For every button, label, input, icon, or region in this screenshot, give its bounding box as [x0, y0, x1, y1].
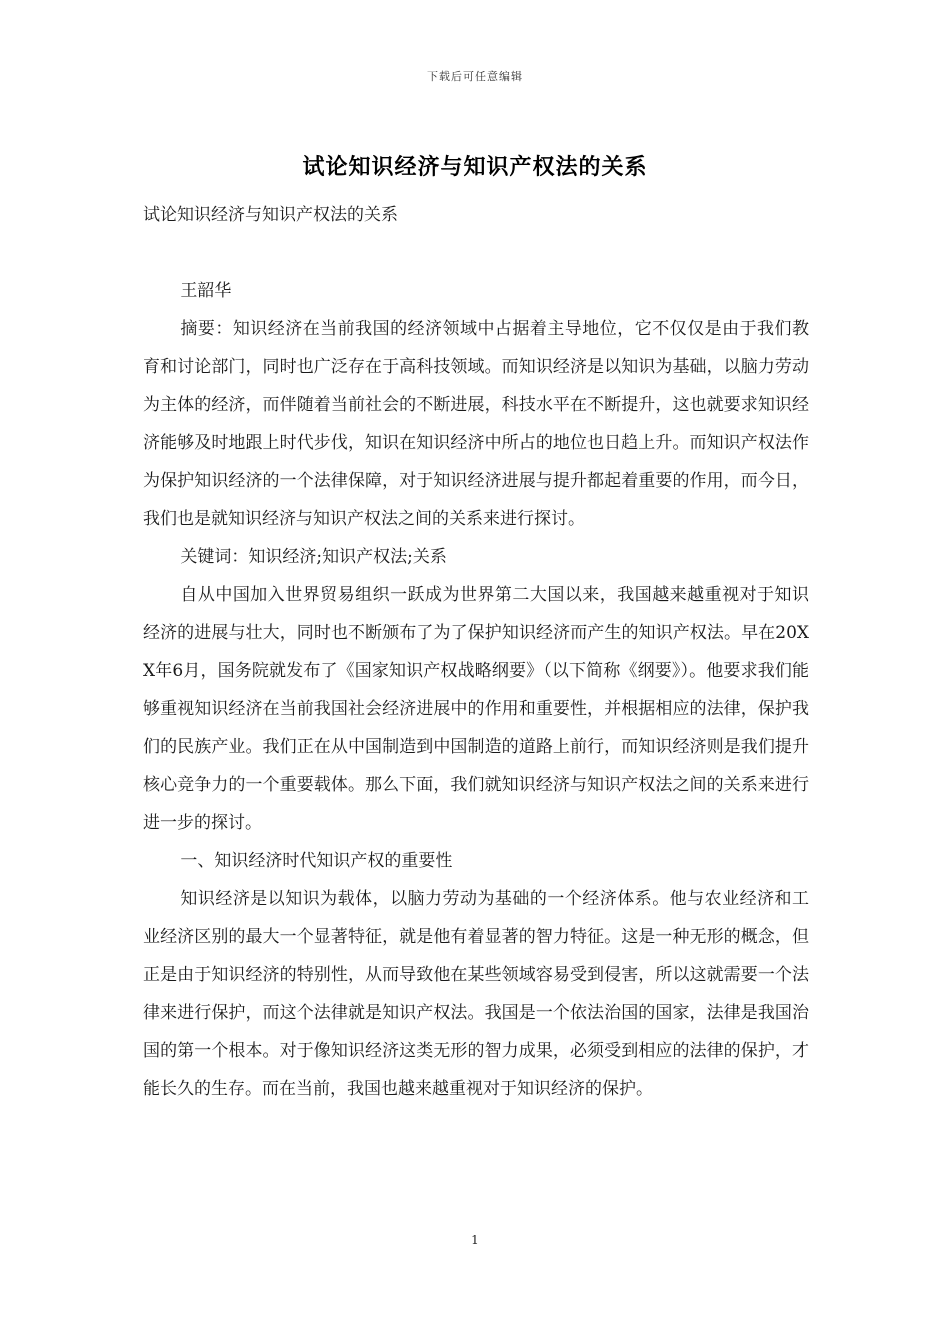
- abstract-paragraph: 摘要：知识经济在当前我国的经济领域中占据着主导地位，它不仅仅是由于我们教育和讨论部门，同时也广泛存在于高科技领域。而知识经济是以知识为基础，以脑力劳动为主体的经济，而伴随着当前社会的不断进展，科技水平在不断提升，这也就要求知识经济能够及时地跟上时代步伐，知识在知识经济中所占的地位也日趋上升。而知识产权法作为保护知识经济的一个法律保障，对于知识经济进展与提升都起着重要的作用，而今日，我们也是就知识经济与知识产权法之间的关系来进行探讨。: [143, 319, 809, 529]
- page-header-note: 下载后可任意编辑: [427, 70, 523, 83]
- keywords-line: 关键词：知识经济;知识产权法;关系: [180, 547, 447, 567]
- document-body: [143, 196, 809, 1108]
- document-title: 试论知识经济与知识产权法的关系: [302, 154, 648, 180]
- blank-line: [143, 234, 809, 272]
- page-number: 1: [471, 1233, 479, 1247]
- author: 王韶华: [180, 281, 232, 301]
- intro-paragraph: 自从中国加入世界贸易组织一跃成为世界第二大国以来，我国越来越重视对于知识经济的进展与壮大，同时也不断颁布了为了保护知识经济而产生的知识产权法。早在20XX年6月，国务院就发布了《国家知识产权战略纲要》（以下简称《纲要》）。他要求我们能够重视知识经济在当前我国社会经济进展中的作用和重要性，并根据相应的法律，保护我们的民族产业。我们正在从中国制造到中国制造的道路上前行，而知识经济则是我们提升核心竞争力的一个重要载体。那么下面，我们就知识经济与知识产权法之间的关系来进行进一步的探讨。: [143, 585, 809, 833]
- section-heading-1: 一、知识经济时代知识产权的重要性: [180, 851, 453, 871]
- section-1-paragraph: 知识经济是以知识为载体，以脑力劳动为基础的一个经济体系。他与农业经济和工业经济区别的最大一个显著特征，就是他有着显著的智力特征。这是一种无形的概念，但正是由于知识经济的特别性，从而导致他在某些领域容易受到侵害，所以这就需要一个法律来进行保护，而这个法律就是知识产权法。我国是一个依法治国的国家，法律是我国治国的第一个根本。对于像知识经济这类无形的智力成果，必须受到相应的法律的保护，才能长久的生存。而在当前，我国也越来越重视对于知识经济的保护。: [143, 889, 809, 1099]
- subtitle: 试论知识经济与知识产权法的关系: [143, 205, 398, 225]
